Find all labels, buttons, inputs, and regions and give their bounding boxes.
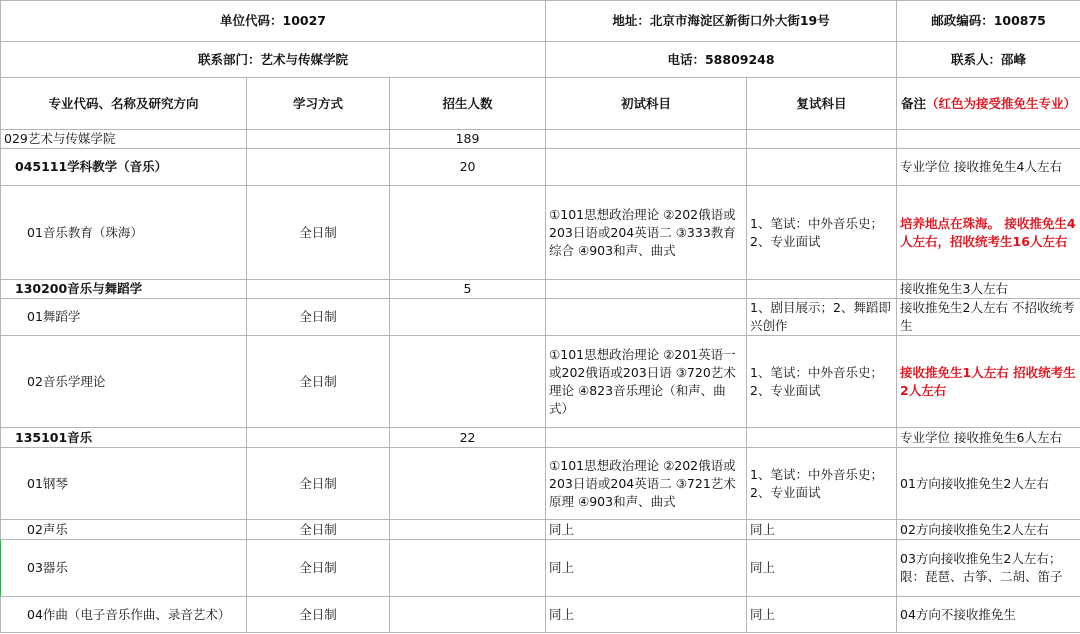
mode-cell: [247, 280, 390, 299]
department: 联系部门：艺术与传媒学院: [1, 42, 546, 78]
major-cell: 04作曲（电子音乐作曲、录音艺术）: [1, 597, 247, 633]
enroll-cell: [390, 520, 546, 540]
phone: 电话：58809248: [546, 42, 897, 78]
note-cell: 接收推免生2人左右 不招收统考生: [897, 299, 1080, 336]
note-cell: 03方向接收推免生2人左右；限：琵琶、古筝、二胡、笛子: [897, 540, 1080, 597]
mode-cell: 全日制: [247, 540, 390, 597]
major-cell: 045111学科教学（音乐）: [1, 149, 247, 186]
initial-cell: [546, 299, 747, 336]
enroll-cell: [390, 540, 546, 597]
initial-cell: [546, 280, 747, 299]
enroll-cell: 189: [390, 130, 546, 149]
contact: 联系人：邵峰: [897, 42, 1080, 78]
initial-cell: [546, 428, 747, 448]
table-row: [1, 149, 1080, 186]
retest-cell: [747, 130, 897, 149]
col-initial: 初试科目: [546, 78, 747, 130]
address: 地址：北京市海淀区新街口外大街19号: [546, 1, 897, 42]
mode-cell: 全日制: [247, 448, 390, 520]
major-cell: 01音乐教育（珠海）: [1, 186, 247, 280]
retest-cell: [747, 428, 897, 448]
major-cell: 135101音乐: [1, 428, 247, 448]
major-cell: 02音乐学理论: [1, 336, 247, 428]
major-cell: 02声乐: [1, 520, 247, 540]
initial-cell: 同上: [546, 520, 747, 540]
note-cell: 专业学位 接收推免生4人左右: [897, 149, 1080, 186]
postcode: 邮政编码：100875: [897, 1, 1080, 42]
retest-cell: 1、笔试：中外音乐史；2、专业面试: [747, 448, 897, 520]
note-cell: 培养地点在珠海。 接收推免生4人左右，招收统考生16人左右: [897, 186, 1080, 280]
mode-cell: 全日制: [247, 299, 390, 336]
major-cell: 01舞蹈学: [1, 299, 247, 336]
unit-code: 单位代码：10027: [1, 1, 546, 42]
col-note-prefix: 备注: [901, 95, 927, 111]
enroll-cell: 5: [390, 280, 546, 299]
table-row: [1, 280, 1080, 299]
retest-cell: 1、剧目展示；2、舞蹈即兴创作: [747, 299, 897, 336]
col-mode: 学习方式: [247, 78, 390, 130]
table-row: [1, 520, 1080, 540]
initial-cell: 同上: [546, 597, 747, 633]
retest-cell: 1、笔试：中外音乐史；2、专业面试: [747, 186, 897, 280]
col-major: 专业代码、名称及研究方向: [1, 78, 247, 130]
mode-cell: 全日制: [247, 186, 390, 280]
retest-cell: 同上: [747, 540, 897, 597]
table-row: [1, 428, 1080, 448]
mode-cell: [247, 130, 390, 149]
table-row: [1, 540, 1080, 597]
col-note: [897, 78, 1080, 130]
note-cell: 02方向接收推免生2人左右: [897, 520, 1080, 540]
table-row: [1, 299, 1080, 336]
enroll-cell: [390, 597, 546, 633]
enroll-cell: 20: [390, 149, 546, 186]
mode-cell: [247, 149, 390, 186]
table-row: [1, 186, 1080, 280]
enroll-cell: [390, 299, 546, 336]
enroll-cell: [390, 336, 546, 428]
note-cell: 接收推免生1人左右 招收统考生2人左右: [897, 336, 1080, 428]
major-cell: 03器乐: [1, 540, 247, 597]
major-cell: 01钢琴: [1, 448, 247, 520]
header-row-1: [1, 1, 1080, 42]
enroll-cell: 22: [390, 428, 546, 448]
col-enroll: 招生人数: [390, 78, 546, 130]
note-cell: 01方向接收推免生2人左右: [897, 448, 1080, 520]
note-cell: 04方向不接收推免生: [897, 597, 1080, 633]
mode-cell: 全日制: [247, 336, 390, 428]
mode-cell: [247, 428, 390, 448]
initial-cell: ①101思想政治理论 ②201英语一或202俄语或203日语 ③720艺术理论 ④823音乐理论（和声、曲式）: [546, 336, 747, 428]
initial-cell: ①101思想政治理论 ②202俄语或203日语或204英语二 ③333教育综合 ④903和声、曲式: [546, 186, 747, 280]
retest-cell: 同上: [747, 597, 897, 633]
col-retest: 复试科目: [747, 78, 897, 130]
mode-cell: 全日制: [247, 520, 390, 540]
initial-cell: ①101思想政治理论 ②202俄语或203日语或204英语二 ③721艺术原理 ④903和声、曲式: [546, 448, 747, 520]
header-row-2: [1, 42, 1080, 78]
note-cell: 专业学位 接收推免生6人左右: [897, 428, 1080, 448]
table-row: [1, 336, 1080, 428]
retest-cell: [747, 280, 897, 299]
column-header-row: [1, 78, 1080, 130]
retest-cell: 同上: [747, 520, 897, 540]
note-cell: 接收推免生3人左右: [897, 280, 1080, 299]
table-row: [1, 130, 1080, 149]
table-row: [1, 448, 1080, 520]
enroll-cell: [390, 448, 546, 520]
major-cell: 130200音乐与舞蹈学: [1, 280, 247, 299]
col-note-red: （红色为接受推免生专业）: [926, 95, 1077, 111]
enroll-cell: [390, 186, 546, 280]
retest-cell: [747, 149, 897, 186]
table-row: [1, 597, 1080, 633]
initial-cell: [546, 130, 747, 149]
note-cell: [897, 130, 1080, 149]
initial-cell: 同上: [546, 540, 747, 597]
retest-cell: 1、笔试：中外音乐史；2、专业面试: [747, 336, 897, 428]
initial-cell: [546, 149, 747, 186]
mode-cell: 全日制: [247, 597, 390, 633]
major-cell: 029艺术与传媒学院: [1, 130, 247, 149]
